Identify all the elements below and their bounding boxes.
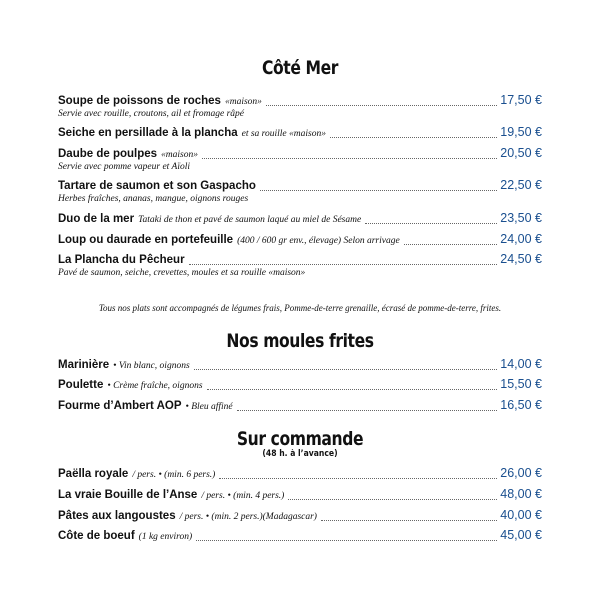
item-name: Soupe de poissons de roches <box>58 95 221 107</box>
item-name: Marinière <box>58 359 110 371</box>
dot-leader <box>321 520 497 521</box>
item-price: 16,50 € <box>500 398 542 412</box>
menu-item <box>58 211 542 227</box>
dot-leader <box>189 264 498 265</box>
item-name: Pâtes aux langoustes <box>58 510 176 522</box>
item-price: 45,00 € <box>500 528 542 542</box>
item-name: Fourme d’Ambert AOP <box>58 400 182 412</box>
item-price: 20,50 € <box>500 146 542 160</box>
dot-leader <box>219 478 497 479</box>
item-name: Tartare de saumon et son Gaspacho <box>58 180 256 192</box>
menu-item <box>58 528 542 544</box>
dot-leader <box>260 190 497 191</box>
item-price: 40,00 € <box>500 508 542 522</box>
dot-leader <box>202 158 497 159</box>
dot-leader <box>237 410 498 411</box>
dot-leader <box>196 540 497 541</box>
item-price: 15,50 € <box>500 377 542 391</box>
dot-leader <box>288 499 497 500</box>
item-description: Servie avec pomme vapeur et Aïoli <box>58 162 190 172</box>
section-title-moules: Nos moules frites <box>226 330 374 352</box>
menu-item <box>58 508 542 524</box>
menu-item <box>58 93 542 120</box>
menu-item <box>58 232 542 248</box>
item-price: 24,50 € <box>500 252 542 266</box>
item-price: 14,00 € <box>500 357 542 371</box>
item-name: Daube de poulpes <box>58 148 158 160</box>
menu-item <box>58 252 542 279</box>
item-price: 48,00 € <box>500 487 542 501</box>
item-detail: • Bleu affiné <box>185 402 233 412</box>
menu-item <box>58 466 542 482</box>
item-detail: «maison» <box>161 150 198 160</box>
menu-item <box>58 357 542 373</box>
item-description: Pavé de saumon, seiche, crevettes, moules et sa rouille «maison» <box>58 268 306 278</box>
item-detail: «maison» <box>224 97 262 107</box>
dot-leader <box>194 369 498 370</box>
menu-item <box>58 125 542 141</box>
item-detail: Tataki de thon et pavé de saumon laqué au miel de Sésame <box>138 215 362 225</box>
item-detail: • Crème fraîche, oignons <box>107 381 203 391</box>
dot-leader <box>330 137 497 138</box>
menu-item <box>58 178 542 205</box>
item-detail: / pers. • (min. 2 pers.)(Madagascar) <box>179 512 317 522</box>
item-price: 22,50 € <box>500 178 542 192</box>
item-name: Seiche en persillade à la plancha <box>58 127 238 139</box>
menu-item <box>58 377 542 393</box>
item-name: La Plancha du Pêcheur <box>58 254 185 266</box>
accompaniment-note: Tous nos plats sont accompagnés de légumes frais, Pomme-de-terre grenaille, écrasé de pomme-de-terre, frites. <box>98 303 502 313</box>
section-title-sur-commande: Sur commande <box>236 428 364 450</box>
menu-item <box>58 398 542 414</box>
item-name: Paëlla royale <box>58 468 129 480</box>
section-title-cote-mer: Côté Mer <box>261 57 339 79</box>
item-detail: et sa rouille «maison» <box>241 129 326 139</box>
item-price: 23,50 € <box>500 211 542 225</box>
menu-item <box>58 487 542 503</box>
menu-item <box>58 146 542 173</box>
item-detail: / pers. • (min. 6 pers.) <box>132 470 216 480</box>
item-price: 26,00 € <box>500 466 542 480</box>
dot-leader <box>207 389 498 390</box>
section-subtitle: (48 h. à l’avance) <box>262 449 338 459</box>
item-name: Côte de boeuf <box>58 530 135 542</box>
item-description: Servie avec rouille, croutons, ail et fromage râpé <box>58 109 244 119</box>
item-name: La vraie Bouille de l’Anse <box>58 489 198 501</box>
dot-leader <box>266 105 497 106</box>
item-price: 17,50 € <box>500 93 542 107</box>
item-description: Herbes fraîches, ananas, mangue, oignons rouges <box>58 194 249 204</box>
item-name: Duo de la mer <box>58 213 135 225</box>
item-detail: / pers. • (min. 4 pers.) <box>201 491 285 501</box>
item-price: 24,00 € <box>500 232 542 246</box>
item-detail: (1 kg environ) <box>138 532 193 542</box>
item-name: Poulette <box>58 379 104 391</box>
item-price: 19,50 € <box>500 125 542 139</box>
item-detail: • Vin blanc, oignons <box>113 361 190 371</box>
dot-leader <box>365 223 497 224</box>
dot-leader <box>404 244 498 245</box>
item-detail: (400 / 600 gr env., élevage) Selon arrivage <box>237 236 400 246</box>
item-name: Loup ou daurade en portefeuille <box>58 234 234 246</box>
